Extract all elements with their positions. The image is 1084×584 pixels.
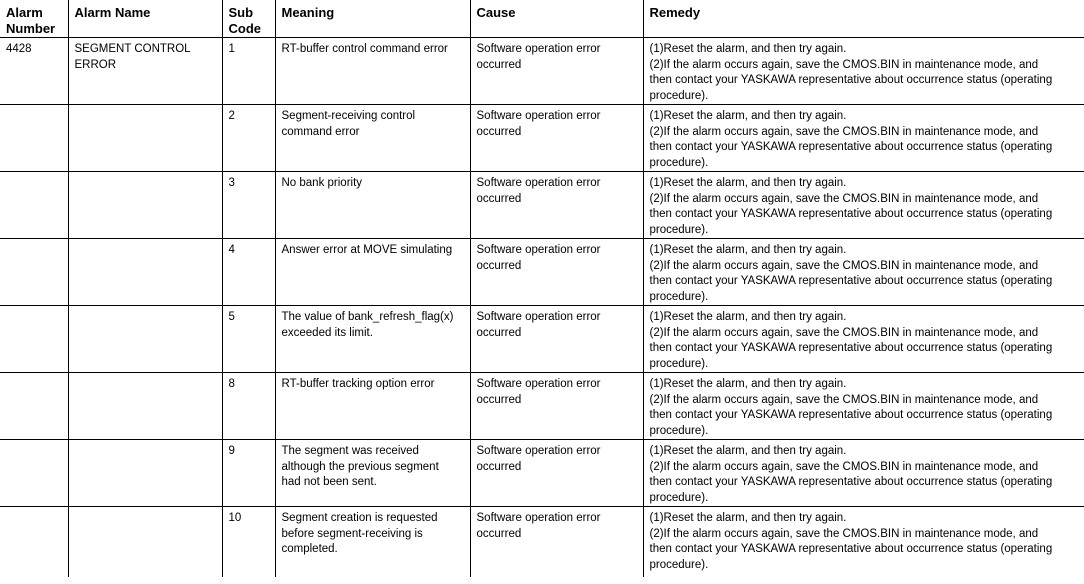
header-alarm-number: Alarm Number xyxy=(0,0,68,38)
cell-meaning: Segment creation is requested before segment-receiving is completed. xyxy=(275,507,470,577)
cell-alarm-number xyxy=(0,172,68,239)
cell-remedy: (1)Reset the alarm, and then try again. (2)If the alarm occurs again, save the CMOS.BIN in maintenance mode, and then contact your YASKAWA representative about occurrence status (operating procedure). xyxy=(643,239,1084,306)
cell-alarm-number xyxy=(0,239,68,306)
cell-remedy: (1)Reset the alarm, and then try again. (2)If the alarm occurs again, save the CMOS.BIN in maintenance mode, and then contact your YASKAWA representative about occurrence status (operating procedure). xyxy=(643,38,1084,105)
cell-remedy: (1)Reset the alarm, and then try again. (2)If the alarm occurs again, save the CMOS.BIN in maintenance mode, and then contact your YASKAWA representative about occurrence status (operating procedure). xyxy=(643,306,1084,373)
cell-alarm-name xyxy=(68,239,222,306)
cell-sub-code: 3 xyxy=(222,172,275,239)
cell-alarm-number xyxy=(0,373,68,440)
cell-sub-code: 9 xyxy=(222,440,275,507)
cell-sub-code: 10 xyxy=(222,507,275,577)
table-header xyxy=(0,0,1084,38)
cell-alarm-number xyxy=(0,507,68,577)
cell-cause: Software operation error occurred xyxy=(470,373,643,440)
cell-alarm-number xyxy=(0,440,68,507)
table-row xyxy=(0,105,1084,172)
cell-sub-code: 8 xyxy=(222,373,275,440)
cell-cause: Software operation error occurred xyxy=(470,38,643,105)
cell-meaning: The value of bank_refresh_flag(x) exceeded its limit. xyxy=(275,306,470,373)
cell-cause: Software operation error occurred xyxy=(470,507,643,577)
cell-cause: Software operation error occurred xyxy=(470,440,643,507)
table-row xyxy=(0,306,1084,373)
cell-remedy: (1)Reset the alarm, and then try again. (2)If the alarm occurs again, save the CMOS.BIN in maintenance mode, and then contact your YASKAWA representative about occurrence status (operating procedure). xyxy=(643,172,1084,239)
cell-remedy: (1)Reset the alarm, and then try again. (2)If the alarm occurs again, save the CMOS.BIN in maintenance mode, and then contact your YASKAWA representative about occurrence status (operating procedure). xyxy=(643,105,1084,172)
cell-meaning: RT-buffer tracking option error xyxy=(275,373,470,440)
cell-meaning: RT-buffer control command error xyxy=(275,38,470,105)
cell-sub-code: 1 xyxy=(222,38,275,105)
table-body xyxy=(0,38,1084,577)
cell-alarm-name: SEGMENT CONTROL ERROR xyxy=(68,38,222,105)
header-remedy: Remedy xyxy=(643,0,1084,38)
header-row xyxy=(0,0,1084,38)
cell-meaning: No bank priority xyxy=(275,172,470,239)
cell-meaning: The segment was received although the previous segment had not been sent. xyxy=(275,440,470,507)
header-meaning: Meaning xyxy=(275,0,470,38)
cell-cause: Software operation error occurred xyxy=(470,105,643,172)
cell-sub-code: 5 xyxy=(222,306,275,373)
cell-alarm-number: 4428 xyxy=(0,38,68,105)
table-row xyxy=(0,440,1084,507)
cell-remedy: (1)Reset the alarm, and then try again. (2)If the alarm occurs again, save the CMOS.BIN in maintenance mode, and then contact your YASKAWA representative about occurrence status (operating procedure). xyxy=(643,440,1084,507)
cell-alarm-name xyxy=(68,172,222,239)
table-row xyxy=(0,373,1084,440)
cell-remedy: (1)Reset the alarm, and then try again. (2)If the alarm occurs again, save the CMOS.BIN in maintenance mode, and then contact your YASKAWA representative about occurrence status (operating procedure). xyxy=(643,373,1084,440)
header-cause: Cause xyxy=(470,0,643,38)
cell-alarm-name xyxy=(68,306,222,373)
cell-cause: Software operation error occurred xyxy=(470,172,643,239)
cell-alarm-number xyxy=(0,306,68,373)
cell-sub-code: 2 xyxy=(222,105,275,172)
cell-remedy: (1)Reset the alarm, and then try again. (2)If the alarm occurs again, save the CMOS.BIN in maintenance mode, and then contact your YASKAWA representative about occurrence status (operating procedure). xyxy=(643,507,1084,577)
cell-cause: Software operation error occurred xyxy=(470,306,643,373)
cell-alarm-name xyxy=(68,373,222,440)
header-alarm-name: Alarm Name xyxy=(68,0,222,38)
table-row xyxy=(0,507,1084,577)
cell-alarm-name xyxy=(68,507,222,577)
cell-meaning: Segment-receiving control command error xyxy=(275,105,470,172)
cell-cause: Software operation error occurred xyxy=(470,239,643,306)
header-sub-code: Sub Code xyxy=(222,0,275,38)
cell-alarm-name xyxy=(68,440,222,507)
cell-alarm-number xyxy=(0,105,68,172)
cell-alarm-name xyxy=(68,105,222,172)
cell-sub-code: 4 xyxy=(222,239,275,306)
table-row xyxy=(0,239,1084,306)
table-row xyxy=(0,38,1084,105)
cell-meaning: Answer error at MOVE simulating xyxy=(275,239,470,306)
table-row xyxy=(0,172,1084,239)
